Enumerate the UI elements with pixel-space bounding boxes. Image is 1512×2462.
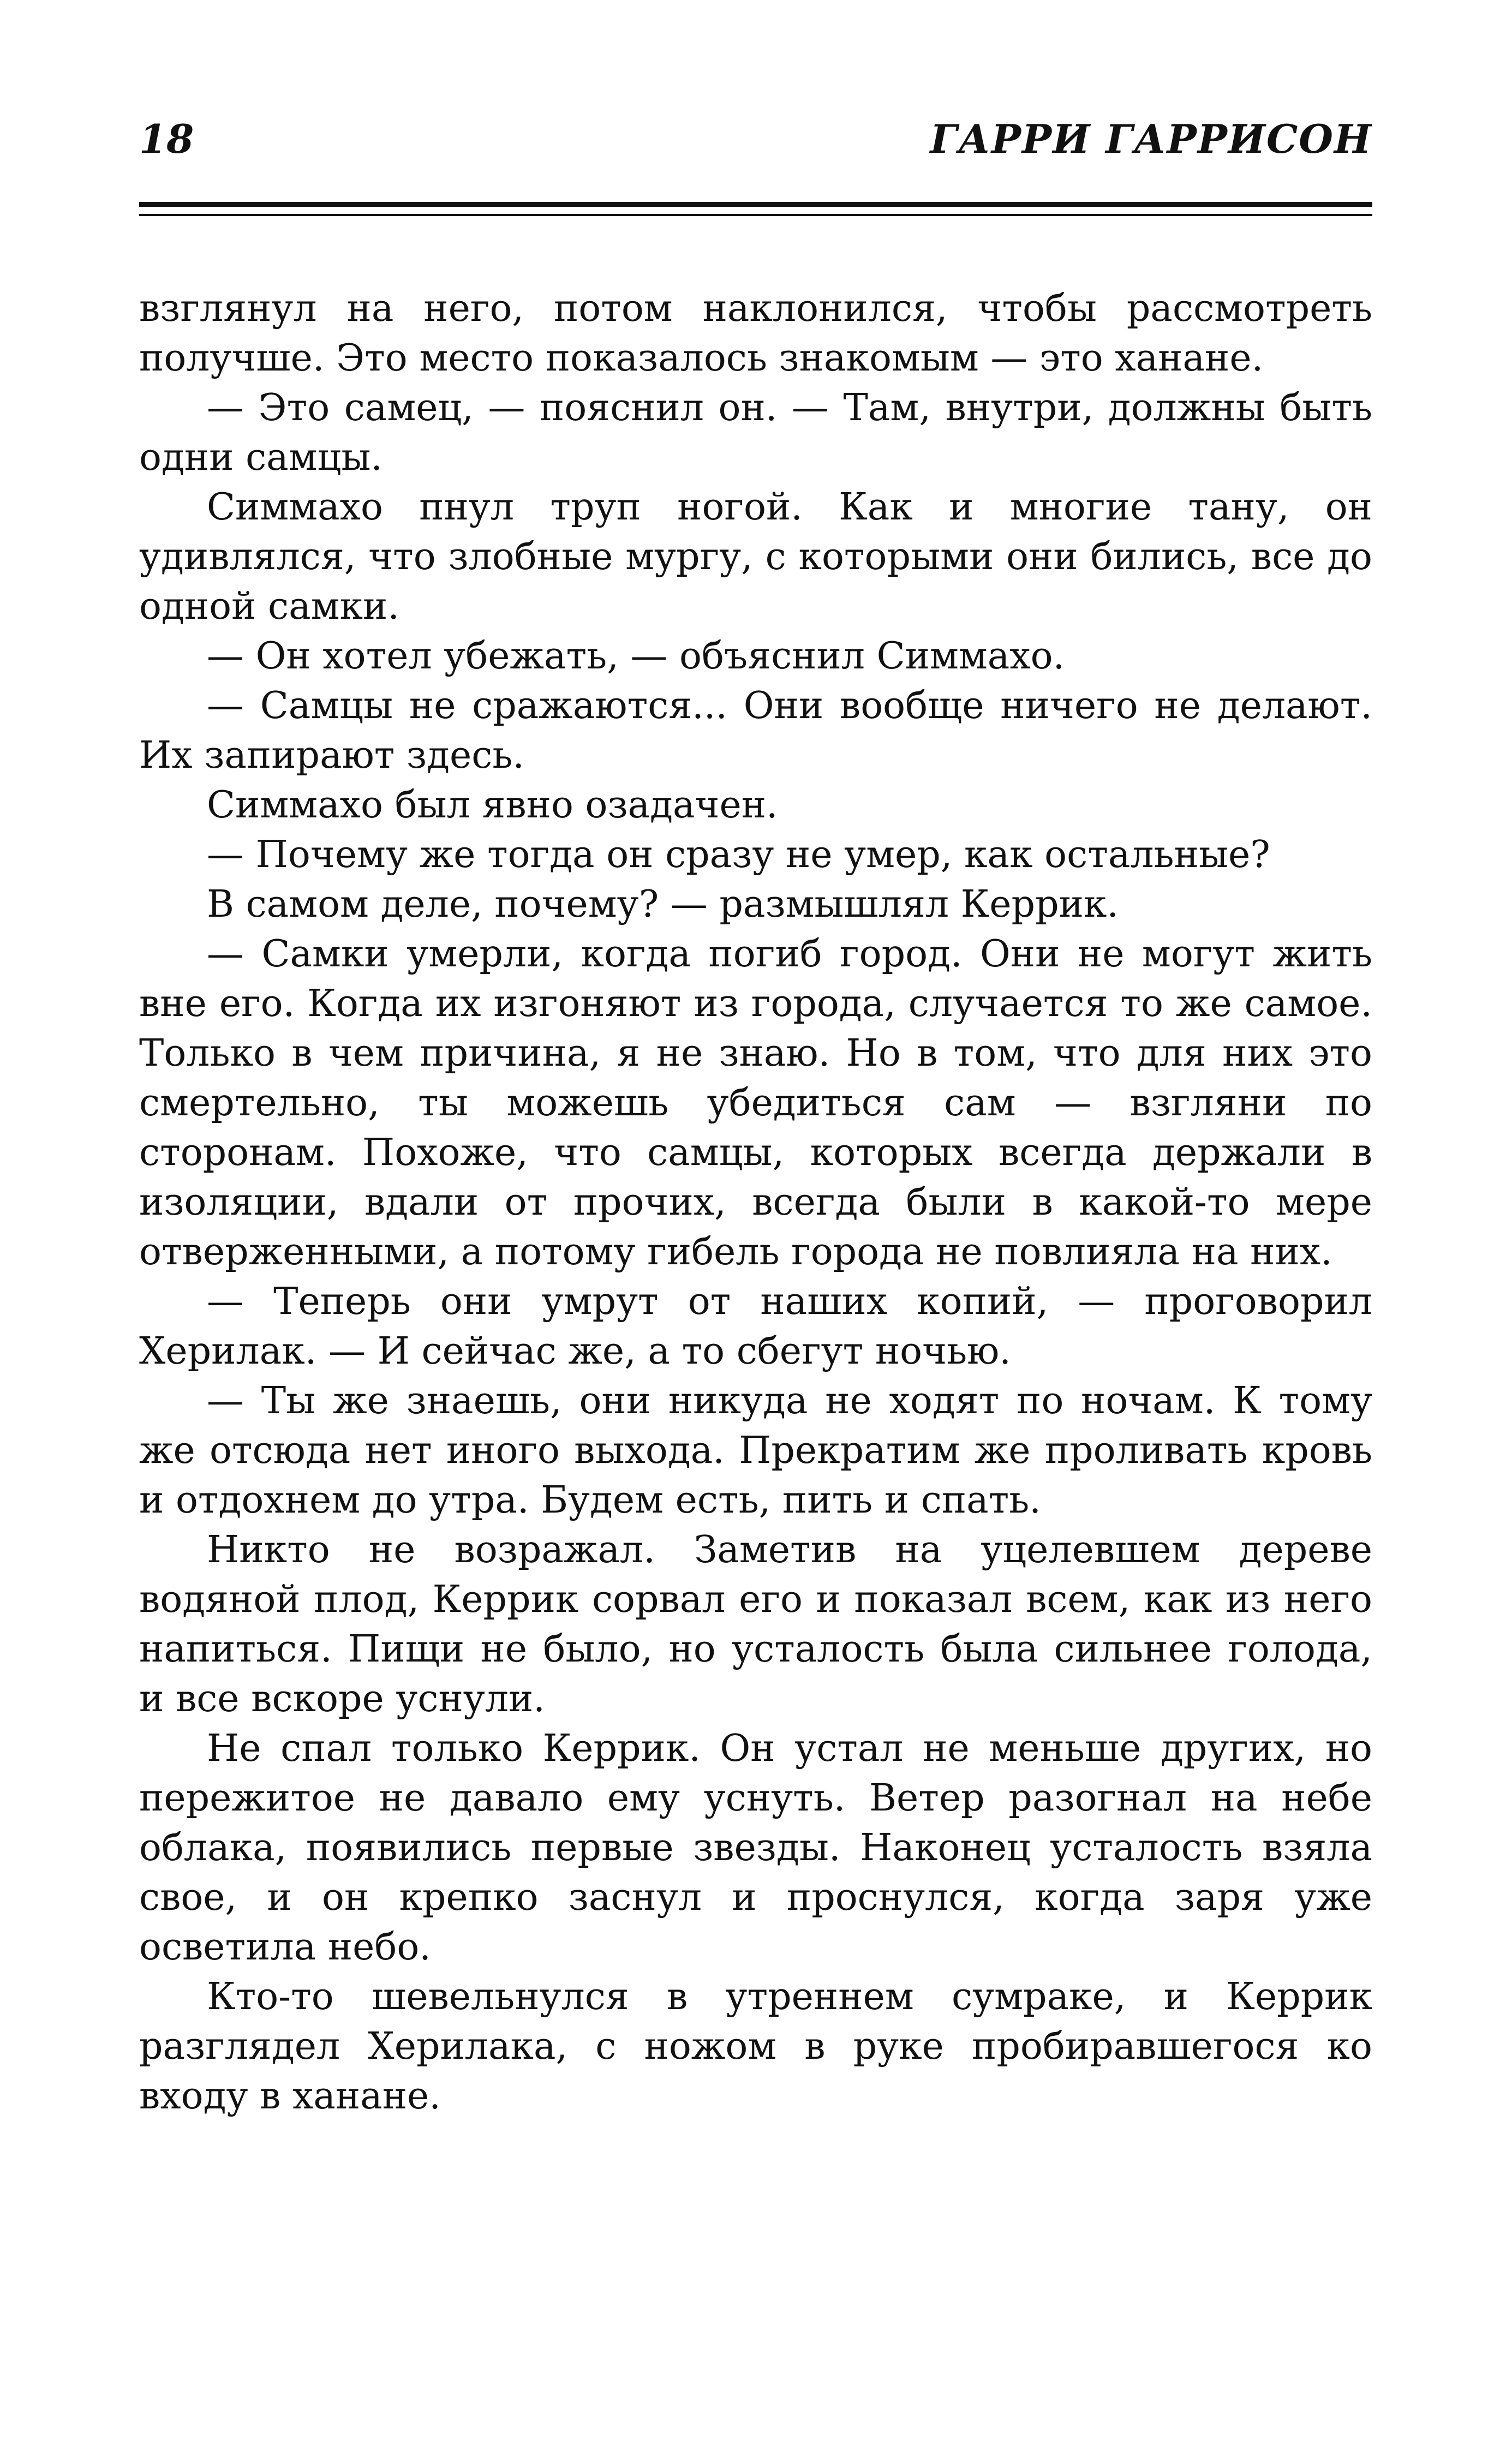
paragraph: — Теперь они умрут от наших копий, — проговорил Херилак. — И сейчас же, а то сбегут ночью. bbox=[139, 1280, 1372, 1373]
paragraph: — Он хотел убежать, — объяснил Симмахо. bbox=[207, 635, 1065, 678]
paragraph: Симмахо был явно озадачен. bbox=[207, 784, 778, 827]
paragraph: — Почему же тогда он сразу не умер, как остальные? bbox=[207, 833, 1270, 876]
running-head-author: ГАРРИ ГАРРИСОН bbox=[930, 116, 1372, 162]
page-number: 18 bbox=[139, 116, 194, 162]
header-rule-thin bbox=[139, 214, 1372, 216]
paragraph: — Ты же знаешь, они никуда не ходят по ночам. К тому же отсюда нет иного выхода. Прекратим же проливать кровь и отдохнем до утра. Будем есть, пить и спать. bbox=[139, 1379, 1372, 1522]
paragraph: — Это самец, — пояснил он. — Там, внутри, должны быть одни самцы. bbox=[139, 386, 1372, 479]
paragraph: взглянул на него, потом наклонился, чтобы рассмотреть получше. Это место показалось знакомым — это ханане. bbox=[139, 287, 1372, 380]
paragraph: Не спал только Керрик. Он устал не меньше других, но пережитое не давало ему уснуть. Ветер разогнал на небе облака, появились первые звезды. Наконец усталость взяла свое, и он крепко заснул и проснулся, когда заря уже осветила небо. bbox=[139, 1727, 1372, 1969]
paragraph: Никто не возражал. Заметив на уцелевшем дереве водяной плод, Керрик сорвал его и показал всем, как из него напиться. Пищи не было, но усталость была сильнее голода, и все вскоре уснули. bbox=[139, 1528, 1372, 1720]
paragraph: — Самцы не сражаются... Они вообще ничего не делают. Их запирают здесь. bbox=[139, 684, 1372, 777]
running-head bbox=[139, 109, 1372, 169]
body-text bbox=[139, 284, 1372, 2121]
paragraph: В самом деле, почему? — размышлял Керрик. bbox=[207, 883, 1119, 926]
paragraph: Кто-то шевельнулся в утреннем сумраке, и Керрик разглядел Херилака, с ножом в руке пробиравшегося ко входу в ханане. bbox=[139, 1975, 1372, 2118]
paragraph: Симмахо пнул труп ногой. Как и многие тану, он удивлялся, что злобные мургу, с которыми они бились, все до одной самки. bbox=[139, 486, 1372, 628]
paragraph: — Самки умерли, когда погиб город. Они не могут жить вне его. Когда их изгоняют из города, случается то же самое. Только в чем причина, я не знаю. Но в том, что для них это смертельно, ты можешь убедиться сам — взгляни по сторонам. Похоже, что самцы, которых всегда держали в изоляции, вдали от прочих, всегда были в какой-то мере отверженными, а потому гибель города не повлияла на них. bbox=[139, 933, 1372, 1274]
header-rule-thick bbox=[139, 202, 1372, 207]
